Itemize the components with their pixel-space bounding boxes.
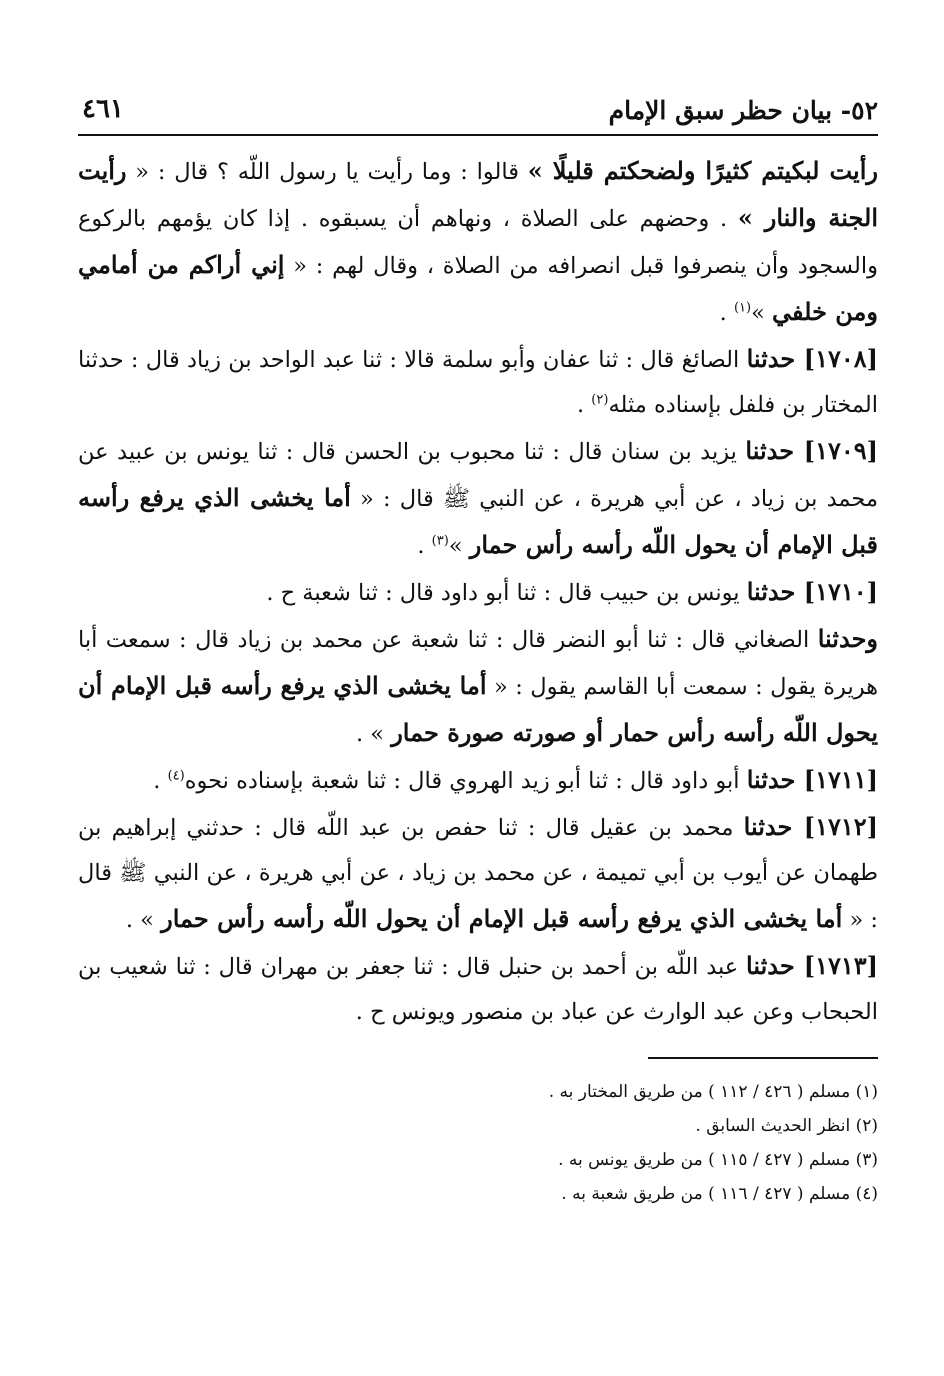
emphasized-text: أما يخشى الذي يرفع رأسه قبل الإمام أن يحول اللّه رأسه رأس حمار أو صورته صورة حمار bbox=[78, 671, 878, 747]
hadith-paragraph bbox=[78, 428, 878, 569]
hadith-paragraph bbox=[78, 943, 878, 1035]
text-segment: محمد بن عقيل قال : ثنا حفص بن عبد اللّه قال : حدثني إبراهيم بن طهمان عن أيوب بن أبي تميمة ، عن محمد بن زياد ، عن أبي هريرة ، عن النبي ﷺ قال : « bbox=[78, 815, 878, 933]
text-segment: أبو داود قال : ثنا أبو زيد الهروي قال : ثنا شعبة بإسناده نحوه bbox=[184, 768, 747, 794]
hadith-paragraph bbox=[78, 804, 878, 943]
hadith-number: [١٧١٢] bbox=[803, 812, 878, 841]
page-number: ٤٦١ bbox=[82, 94, 124, 124]
text-segment: . bbox=[576, 392, 592, 418]
emphasized-text: حدثنا bbox=[746, 765, 804, 794]
emphasized-text: حدثنا bbox=[743, 812, 804, 841]
footnote-2: (٢) انظر الحديث السابق . bbox=[695, 1116, 878, 1136]
emphasized-text: رأيت لبكيتم كثيرًا ولضحكتم قليلًا » bbox=[527, 156, 878, 185]
emphasized-text: وحدثنا bbox=[817, 624, 878, 653]
text-segment: يزيد بن سنان قال : ثنا محبوب بن الحسن قال : ثنا يونس بن عبيد عن محمد بن زياد ، عن أبي هريرة ، عن النبي ﷺ قال : « bbox=[78, 439, 878, 512]
hadith-number: [١٧١٣] bbox=[803, 951, 879, 980]
hadith-number: [١٧١١] bbox=[803, 765, 878, 794]
text-segment: » bbox=[448, 533, 470, 559]
footnote-reference[interactable]: (٤) bbox=[167, 768, 185, 784]
hadith-paragraph bbox=[78, 757, 878, 804]
hadith-paragraph bbox=[78, 569, 878, 616]
text-segment: . bbox=[153, 768, 168, 794]
emphasized-text: حدثنا bbox=[746, 951, 804, 980]
text-paragraph bbox=[78, 148, 878, 336]
footnote-4: (٤) مسلم ( ٤٢٧ / ١١٦ ) من طريق شعبة به . bbox=[561, 1184, 878, 1204]
hadith-number: [١٧٠٨] bbox=[803, 344, 878, 373]
footnote-reference[interactable]: (٣) bbox=[431, 533, 449, 549]
main-text bbox=[78, 148, 878, 1035]
emphasized-text: أما يخشى الذي يرفع رأسه قبل الإمام أن يحول اللّه رأسه رأس حمار bbox=[78, 483, 878, 559]
emphasized-text: أما يخشى الذي يرفع رأسه قبل الإمام أن يحول اللّه رأسه رأس حمار bbox=[161, 904, 843, 933]
footnote-divider bbox=[648, 1057, 878, 1059]
footnote-reference[interactable]: (٢) bbox=[591, 392, 609, 408]
text-segment: » bbox=[751, 300, 772, 326]
text-segment: . bbox=[417, 533, 432, 559]
emphasized-text: حدثنا bbox=[746, 344, 804, 373]
text-segment: » . bbox=[355, 721, 392, 747]
emphasized-text: رأيت الجنة والنار » bbox=[78, 156, 878, 232]
text-segment: . bbox=[719, 300, 734, 326]
hadith-number: [١٧١٠] bbox=[803, 577, 878, 606]
footnote-3: (٣) مسلم ( ٤٢٧ / ١١٥ ) من طريق يونس به . bbox=[558, 1150, 878, 1170]
hadith-number: [١٧٠٩] bbox=[803, 436, 879, 465]
text-segment: الصغاني قال : ثنا أبو النضر قال : ثنا شعبة عن محمد بن زياد قال : سمعت أبا هريرة يقول : سمعت أبا القاسم يقول : « bbox=[78, 627, 878, 700]
text-segment: عبد اللّه بن أحمد بن حنبل قال : ثنا جعفر بن مهران قال : ثنا شعيب بن الحبحاب وعن عبد الوارث عن عباد بن منصور ويونس ح . bbox=[78, 954, 878, 1025]
text-segment: يونس بن حبيب قال : ثنا أبو داود قال : ثنا شعبة ح . bbox=[266, 580, 747, 606]
text-segment: قالوا : وما رأيت يا رسول اللّه ؟ قال : « bbox=[126, 159, 528, 185]
text-segment: . وحضهم على الصلاة ، ونهاهم أن يسبقوه . إذا كان يؤمهم بالركوع والسجود وأن ينصرفوا قبل انصرافه من الصلاة ، وقال لهم : « bbox=[78, 206, 879, 279]
emphasized-text: حدثنا bbox=[745, 436, 804, 465]
footnotes bbox=[78, 1075, 878, 1211]
footnote-reference[interactable]: (١) bbox=[733, 300, 752, 316]
text-segment: الصائغ قال : ثنا عفان وأبو سلمة قالا : ثنا عبد الواحد بن زياد قال : حدثنا المختار بن فلفل بإسناده مثله bbox=[78, 347, 878, 418]
emphasized-text: إني أراكم من أمامي ومن خلفي bbox=[78, 250, 878, 326]
page-header bbox=[78, 86, 878, 136]
hadith-paragraph bbox=[78, 336, 878, 428]
emphasized-text: حدثنا bbox=[746, 577, 804, 606]
chapter-title: ٥٢- بيان حظر سبق الإمام bbox=[608, 96, 878, 125]
footnote-1: (١) مسلم ( ٤٢٦ / ١١٢ ) من طريق المختار به . bbox=[548, 1082, 878, 1102]
text-paragraph bbox=[78, 616, 878, 757]
book-page bbox=[78, 86, 878, 1346]
text-segment: » . bbox=[125, 907, 162, 933]
